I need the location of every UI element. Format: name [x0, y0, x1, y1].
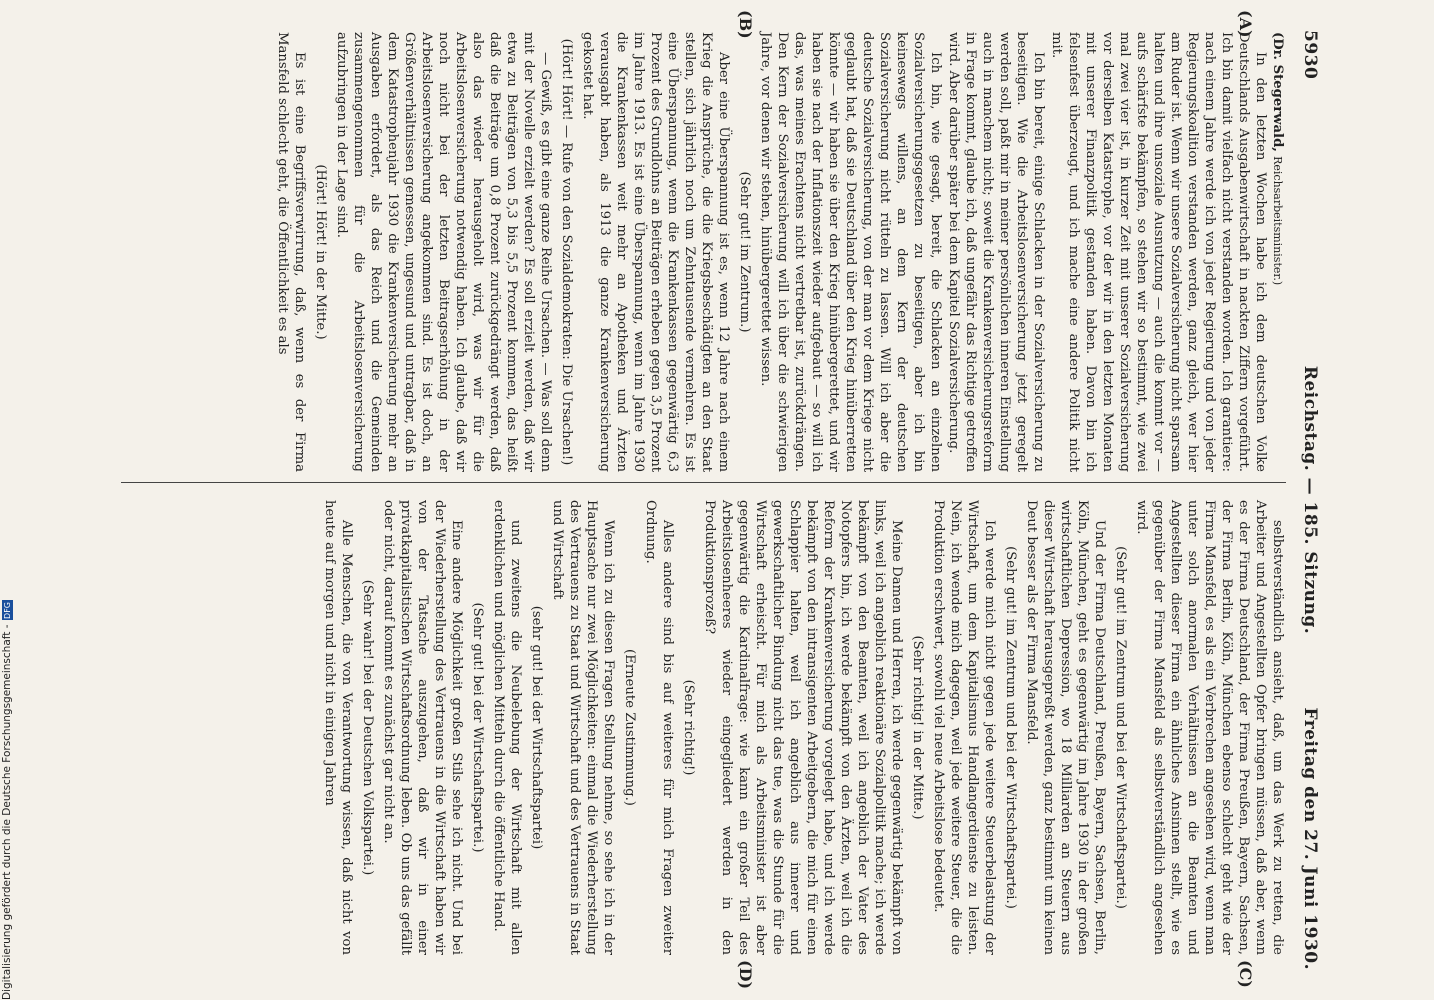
digitization-credit	[1, 0, 15, 1000]
interjection: (Hört! Hört! in der Mitte.)	[313, 164, 328, 340]
interjection: (Sehr richtig! in der Mitte.)	[910, 635, 925, 820]
page-number: 5930	[1300, 30, 1320, 80]
interjection: (Sehr gut! bei der Wirtschaftspartei.)	[470, 602, 485, 853]
speaker-role: Reichsarbeitsminister.)	[1271, 156, 1284, 286]
margin-marker-b: (B)	[736, 10, 755, 39]
speaker-line	[1269, 32, 1286, 472]
document-page	[110, 10, 1320, 990]
interjection: (Sehr wahr! bei der Deutschen Volkspartei.)	[360, 579, 375, 876]
interjection: (Sehr gut! im Zentrum und bei der Wirtschaftspartei.)	[1113, 546, 1128, 909]
margin-marker-d: (D)	[736, 960, 755, 990]
paragraph: — Gewiß, es gibt eine ganze Reihe Ursachen. — Was soll denn mit der Novelle erzielt werden? Es soll erzielt werden, daß wir etwa zu Beiträgen von 5,3 bis 5,5 Prozent kommen, das heißt daß die Beiträge um 0,8 Prozent zurückgedrängt werden, daß also das wieder herausgeholt wird, was wir für die Arbeitslosenversicherung notwendig haben. Ich glaube, daß wir noch nicht bei der letzten Beitragserhöhung in der Arbeitslosenversicherung angekommen sind. Es ist doch, an Größenverhältnissen gemessen, ungesund und untragbar, daß in dem Katastrophenjahr 1930 die Krankenversicherung mehr an Ausgaben erfordert, als das Reich und die Gemeinden zusammengenommen für die Arbeitslosenversicherung aufzubringen in der Lage sind.	[334, 32, 553, 472]
paragraph: und zweitens die Neubelebung der Wirtschaft mit allen erdenklichen und möglichen Mitteln durch die öffentliche Hand.	[491, 500, 523, 955]
paragraph: Alles andere sind bis auf weiteres für mich Fragen zweiter Ordnung.	[643, 500, 675, 955]
paragraph: Eine andere Möglichkeit großen Stils sehe ich nicht. Und bei der Wiederherstellung des Vertrauens in die Wirtschaft haben wir von der Tatsache auszugehen, daß wir in einer privatkapitalistischen Wirtschaftsordnung leben. Ob uns das gefällt oder nicht, darauf kommt es zunächst gar nicht an.	[381, 500, 464, 955]
interjection: (sehr gut! bei der Wirtschaftspartei)	[529, 605, 544, 850]
page-header	[1290, 20, 1320, 980]
right-column	[320, 500, 1286, 955]
interjection: (Sehr richtig!)	[681, 679, 696, 776]
left-column	[273, 32, 1286, 472]
paragraph: selbstverständlich ansieht, daß, um das Werk zu retten, die Arbeiter und Angestellten Opfer bringen müssen, daß aber, wenn es der Firma Deutschland, der Firma Preußen, Bayern, Sachsen, der Firma Berlin, Köln, München ebenso schlecht geht wie der Firma Mansfeld, es als ein Verbrechen angesehen wird, wenn man unter solch anormalen Verhältnissen an die Beamten und Angestellten dieser Firma ein ähnliches Ansinnen stellt, wie es gegenüber der Firma Mansfeld als selbstverständlich angesehen wird.	[1134, 500, 1285, 955]
paragraph: Wenn ich zu diesen Fragen Stellung nehme, so sehe ich in der Hauptsache nur zwei Möglichkeiten: einmal die Wiederherstellung des Vertrauens zu Staat und Wirtschaft und des Vertrauens in Staat und Wirtschaft	[550, 500, 616, 955]
dfg-logo: DFG	[3, 602, 12, 619]
session-date: Freitag den 27. Juni 1930.	[1300, 707, 1320, 970]
margin-marker-a: (A)	[1236, 10, 1255, 38]
paragraph: Aber eine Überspannung ist es, wenn 12 Jahre nach einem Krieg die Ansprüche, die die Kriegsbeschädigten an den Staat stellen, sich jährlich noch um Zehntausende vermehren. Es ist eine Überspannung, wenn die Krankenkassen gegenwärtig 6,3 Prozent des Grundlohns an Beiträgen erheben gegen 3,5 Prozent im Jahre 1913. Es ist eine Überspannung, wenn im Jahre 1930 die Krankenkassen weit mehr an Apotheken und Ärzten verausgabt haben, als 1913 die ganze Krankenversicherung gekostet hat.	[580, 32, 731, 472]
column-divider	[121, 482, 1286, 483]
paragraph: Meine Damen und Herren, ich werde gegenwärtig bekämpft von links, weil ich angeblich reaktionäre Sozialpolitik mache; ich werde bekämpft von den Beamten, weil ich angeblich der Vater des Notopfers bin, ich werde bekämpft von den Ärzten, weil ich die Reform der Krankenversicherung vorgelegt habe, und ich werde bekämpft von den intransigenten Arbeitgebern, die mich für einen Schlappier halten, weil ich angeblich aus innerer und gewerkschaftlicher Bindung nicht das tue, was die Stunde für die Wirtschaft erheischt. Für mich als Arbeitsminister ist aber gegenwärtig die Kardinalfrage: wie kann ein großer Teil des Arbeitslosenheeres wieder eingegliedert werden in den Produktionsprozeß?	[702, 500, 904, 955]
interjection: (Hört! Hört! — Rufe von den Sozialdemokraten: Die Ursachen!)	[559, 38, 574, 466]
speaker-name: (Dr. Stegerwald,	[1270, 32, 1285, 152]
paragraph: Alle Menschen, die von Verantwortung wissen, daß nicht von heute auf morgen und nicht in einigen Jahren	[322, 500, 354, 955]
session-title: Reichstag. — 185. Sitzung.	[1300, 365, 1320, 635]
paragraph: Und der Firma Deutschland, Preußen, Bayern, Sachsen, Berlin, Köln, München, geht es gegenwärtig im Jahre 1930 in der großen wirtschaftlichen Depression, wo 18 Milliarden an Steuern aus dieser Wirtschaft herausgepreßt werden, ganz bestimmt um keinen Deut besser als der Firma Mansfeld.	[1024, 500, 1107, 955]
paragraph: In den letzten Wochen habe ich dem deutschen Volke Deutschlands Ausgabenwirtschaft in nackten Ziffern vorgeführt. Ich bin damit vielfach nicht verstanden worden. Ich garantiere: nach einem Jahre werde ich von jeder Regierung und von jeder Regierungskoalition verstanden werden, ganz gleich, wer hier am Ruder ist. Wenn wir unsere Sozialversicherung nicht sparsam halten und ihre unsoziale Ausnutzung — auch die kommt vor — aufs schärfste bekämpfen, so stehen wir so bestimmt, wie zwei mal zwei vier ist, in kurzer Zeit mit unserer Sozialversicherung vor derselben Katastrophe, vor der wir in den letzten Monaten mit unserer Finanzpolitik gestanden haben. Davon bin ich felsenfest überzeugt, und ich mache eine andere Politik nicht mit.	[1049, 32, 1268, 472]
paragraph: Ich bin bereit, einige Schlacken in der Sozialversicherung zu beseitigen. Wie die Arbeitslosenversicherung jetzt geregelt werden soll, paßt mir in meiner persönlichen inneren Einstellung auch in manchem nicht; soweit die Krankenversicherungsreform in Frage kommt, glaube ich, daß ungefähr das Richtige getroffen wird. Aber darüber später bei dem Kapitel Sozialversicherung.	[946, 32, 1046, 472]
paragraph: Es ist eine Begriffsverwirrung, daß, wenn es der Firma Mansfeld schlecht geht, die Öffentlichkeit es als	[275, 32, 307, 472]
credit-text: Digitalisierung gefördert durch die Deutsche Forschungsgemeinschaft -	[1, 624, 13, 1000]
interjection: (Sehr gut! im Zentrum und bei der Wirtschaftspartei.)	[1003, 546, 1018, 909]
interjection: (Erneute Zustimmung.)	[622, 649, 637, 806]
paragraph: Ich bin, wie gesagt, bereit, die Schlacken an einzelnen Sozialversicherungsgesetzen zu beseitigen, aber ich bin keineswegs willens, an dem Kern der deutschen Sozialversicherung nicht rütteln zu lassen. Will ich aber die deutsche Sozialversicherung, von der man vor dem Kriege nicht geglaubt hat, daß sie Deutschland über den Krieg hinüberretten könnte — wir haben sie über den Krieg hinübergerettet, und wir haben sie nach der Inflationszeit wieder aufgebaut — so will ich das, was meines Erachtens nicht vertretbar ist, zurückdrängen. Den Kern der Sozialversicherung will ich über die schwierigen Jahre, vor denen wir stehen, hinübergerettet wissen.	[758, 32, 943, 472]
margin-marker-c: (C)	[1236, 960, 1255, 988]
interjection: (Sehr gut! im Zentrum.)	[737, 171, 752, 333]
paragraph: Ich werde mich nicht gegen jede weitere Steuerbelastung der Wirtschaft, um dem Kapitalismus Handlangerdienste zu leisten. Nein, ich wende mich dagegen, weil jede weitere Steuer, die die Produktion erschwert, sowohl viel neue Arbeitslose bedeutet.	[931, 500, 997, 955]
